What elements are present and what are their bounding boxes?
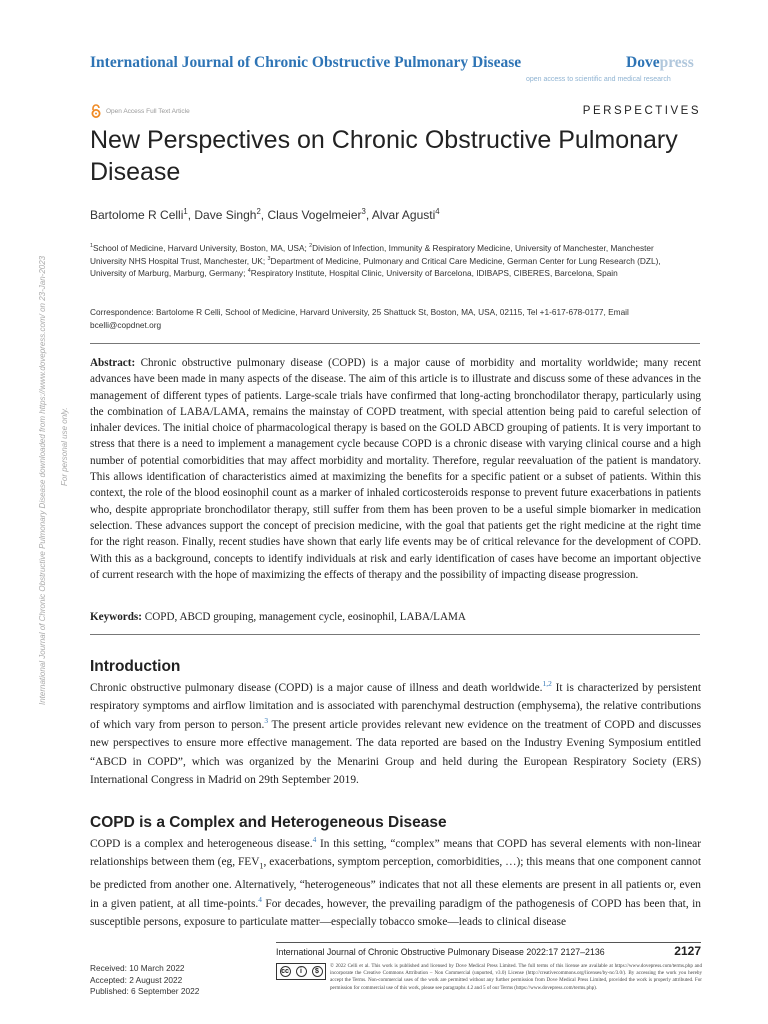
- open-access-icon: [90, 104, 102, 118]
- published-date: Published: 6 September 2022: [90, 986, 200, 997]
- divider: [90, 634, 700, 635]
- section-heading-introduction: Introduction: [90, 658, 181, 675]
- creative-commons-icon[interactable]: cc i $: [276, 963, 326, 980]
- divider: [90, 343, 700, 344]
- open-access-row: [90, 104, 190, 118]
- page-number: 2127: [674, 944, 701, 958]
- open-access-label: Open Access Full Text Article: [106, 107, 190, 115]
- correspondence: Correspondence: Bartolome R Celli, School of Medicine, Harvard University, 25 Shattuck St, Boston, MA, USA, 02115, Tel +1-617-678-0177, Email bcelli@copdnet.org: [90, 307, 629, 330]
- abstract: [90, 355, 701, 583]
- article-dates: [90, 963, 199, 998]
- author[interactable]: Claus Vogelmeier$^3$,: [267, 207, 372, 222]
- brand-dove: Dove: [626, 54, 660, 71]
- keywords-text: COPD, ABCD grouping, management cycle, eosinophil, LABA/LAMA: [144, 611, 466, 623]
- footer-citation: International Journal of Chronic Obstructive Pulmonary Disease 2022:17 2127–2136: [276, 947, 605, 957]
- keywords: [90, 609, 701, 625]
- download-note: International Journal of Chronic Obstructive Pulmonary Disease downloaded from https://www.dovepress.com/ on 23-Jan-2023: [38, 255, 47, 705]
- section-heading-complex-disease: COPD is a Complex and Heterogeneous Disease: [90, 814, 447, 831]
- keywords-label: Keywords:: [90, 611, 142, 623]
- footer-divider: [276, 942, 701, 943]
- author[interactable]: Dave Singh$^2$,: [194, 207, 268, 222]
- author[interactable]: Alvar Agusti$^4$: [371, 207, 440, 222]
- personal-use-note: For personal use only.: [60, 407, 69, 486]
- citation-ref[interactable]: 4: [312, 835, 317, 845]
- article-title: New Perspectives on Chronic Obstructive Pulmonary Disease: [90, 126, 678, 186]
- dovepress-logo[interactable]: [626, 54, 694, 72]
- author[interactable]: Bartolome R Celli$^1$,: [90, 207, 195, 222]
- introduction-paragraph: Chronic obstructive pulmonary disease (COPD) is a major cause of illness and death worldwide.$^{1,2}$ It is characterized by persistent respiratory symptoms and airflow limitation and is associated with parenchymal destruction (emphysema), the relative contributions of which vary from person to person.$^3$ The present article provides relevant new evidence on the treatment of COPD and discusses new perspectives to ensure more effective management. The data reported are based on the Industry Evening Symposium entitled “ABCD in COPD”, which was organized by the Menarini Group and held during the European Respiratory Society (ERS) International Congress in Madrid on 29th September 2019.: [90, 679, 701, 787]
- abstract-text: Chronic obstructive pulmonary disease (COPD) is a major cause of morbidity and mortality worldwide; many recent advances have been made in many aspects of the disease. The aim of this article is to illustrate and discuss some of these advances in the management of different types of patients. Large-scale trials have confirmed that long-acting bronchodilator therapy, particularly using the combination of LABA/LAMA, remains the mainstay of COPD treatment, with special attention being paid to careful selection of inhaler devices. The initial choice of pharmacological therapy is based on the GOLD ABCD grouping of patients. It is very important to stress that there is a need to implement a management cycle because COPD is a chronic disease with varying clinical course and a high number of potential comorbidities that may affect morbidity and mortality. Therefore, regular reevaluation of the patient is mandatory. This allows identification of characteristics aimed at maximizing the benefits for a specific patient or a subset of patients. Within this context, the role of the blood eosinophil count as a marker of inhaled corticosteroids response to prevent future exacerbations in patients who, despite appropriate bronchodilator therapy, still suffer from them has been proven to be a useful simple biomarker in medication selection. These advances support the concept of precision medicine, with the goal that patients get the right medicine at the right time for the right reason. Finally, recent studies have shown that early life events may be of critical relevance for the development of COPD. With this as a background, concepts to identify individuals at risk and early identification of cases have become an important objective of current research with the hope of maximizing the effects of therapy and the possibility of impacting disease progression.: [90, 357, 701, 581]
- license-text: © 2022 Celli et al. This work is published and licensed by Dove Medical Press Limited. The full terms of this license are available at https://www.dovepress.com/terms.php and incorporate the Creative Commons Attribution – Non Commercial (unported, v3.0) License (http://creativecommons.org/licenses/by-nc/3.0/). By accessing the work you hereby accept the Terms. Non-commercial uses of the work are permitted without any further permission from Dove Medical Press Limited, provided the work is properly attributed. For permission for commercial use of this work, please see paragraphs 4.2 and 5 of our Terms (https://www.dovepress.com/terms.php).: [330, 963, 702, 991]
- brand-tagline: open access to scientific and medical research: [526, 76, 671, 83]
- citation-ref[interactable]: 4: [258, 894, 262, 904]
- citation-ref[interactable]: 3: [264, 716, 269, 726]
- citation-ref[interactable]: 1,2: [542, 679, 552, 689]
- author-list: [90, 208, 440, 222]
- complex-disease-paragraph: COPD is a complex and heterogeneous disease.$^4$ In this setting, “complex” means that COPD has several elements with non-linear relationships between them (eg, $FEV_1$, exacerbations, symptom perception, comorbidities, …); this means that one component cannot be predicted from another one. Alternatively, “heterogeneous” indicates that not all these elements are present in all patients or, even in a given patient, at all time-points.$^4$ For decades, however, the prevailing paradigm of the pathogenesis of COPD has been that, in susceptible persons, exposure to particulate matter—especially tobacco smoke—leads to clinical disease: [90, 835, 701, 928]
- journal-title[interactable]: International Journal of Chronic Obstructive Pulmonary Disease: [90, 54, 522, 71]
- brand-press: press: [659, 54, 694, 71]
- received-date: Received: 10 March 2022: [90, 963, 185, 973]
- abstract-label: Abstract:: [90, 357, 136, 369]
- section-label: PERSPECTIVES: [582, 105, 701, 117]
- accepted-date: Accepted: 2 August 2022: [90, 974, 183, 985]
- affiliations: $^1$School of Medicine, Harvard University, Boston, MA, USA; $^2$Division of Infection, Immunity & Respiratory Medicine, University of Manchester, Manchester University NHS Hospital Trust, Manchester, UK; $^3$Department of Medicine, Pulmonary and Critical Care Medicine, German Center for Lung Research (DZL), University of Marburg, Marburg, Germany; $^4$Respiratory Institute, Hospital Clinic, University of Barcelona, IDIBAPS, CIBERES, Barcelona, Spain: [90, 243, 661, 279]
